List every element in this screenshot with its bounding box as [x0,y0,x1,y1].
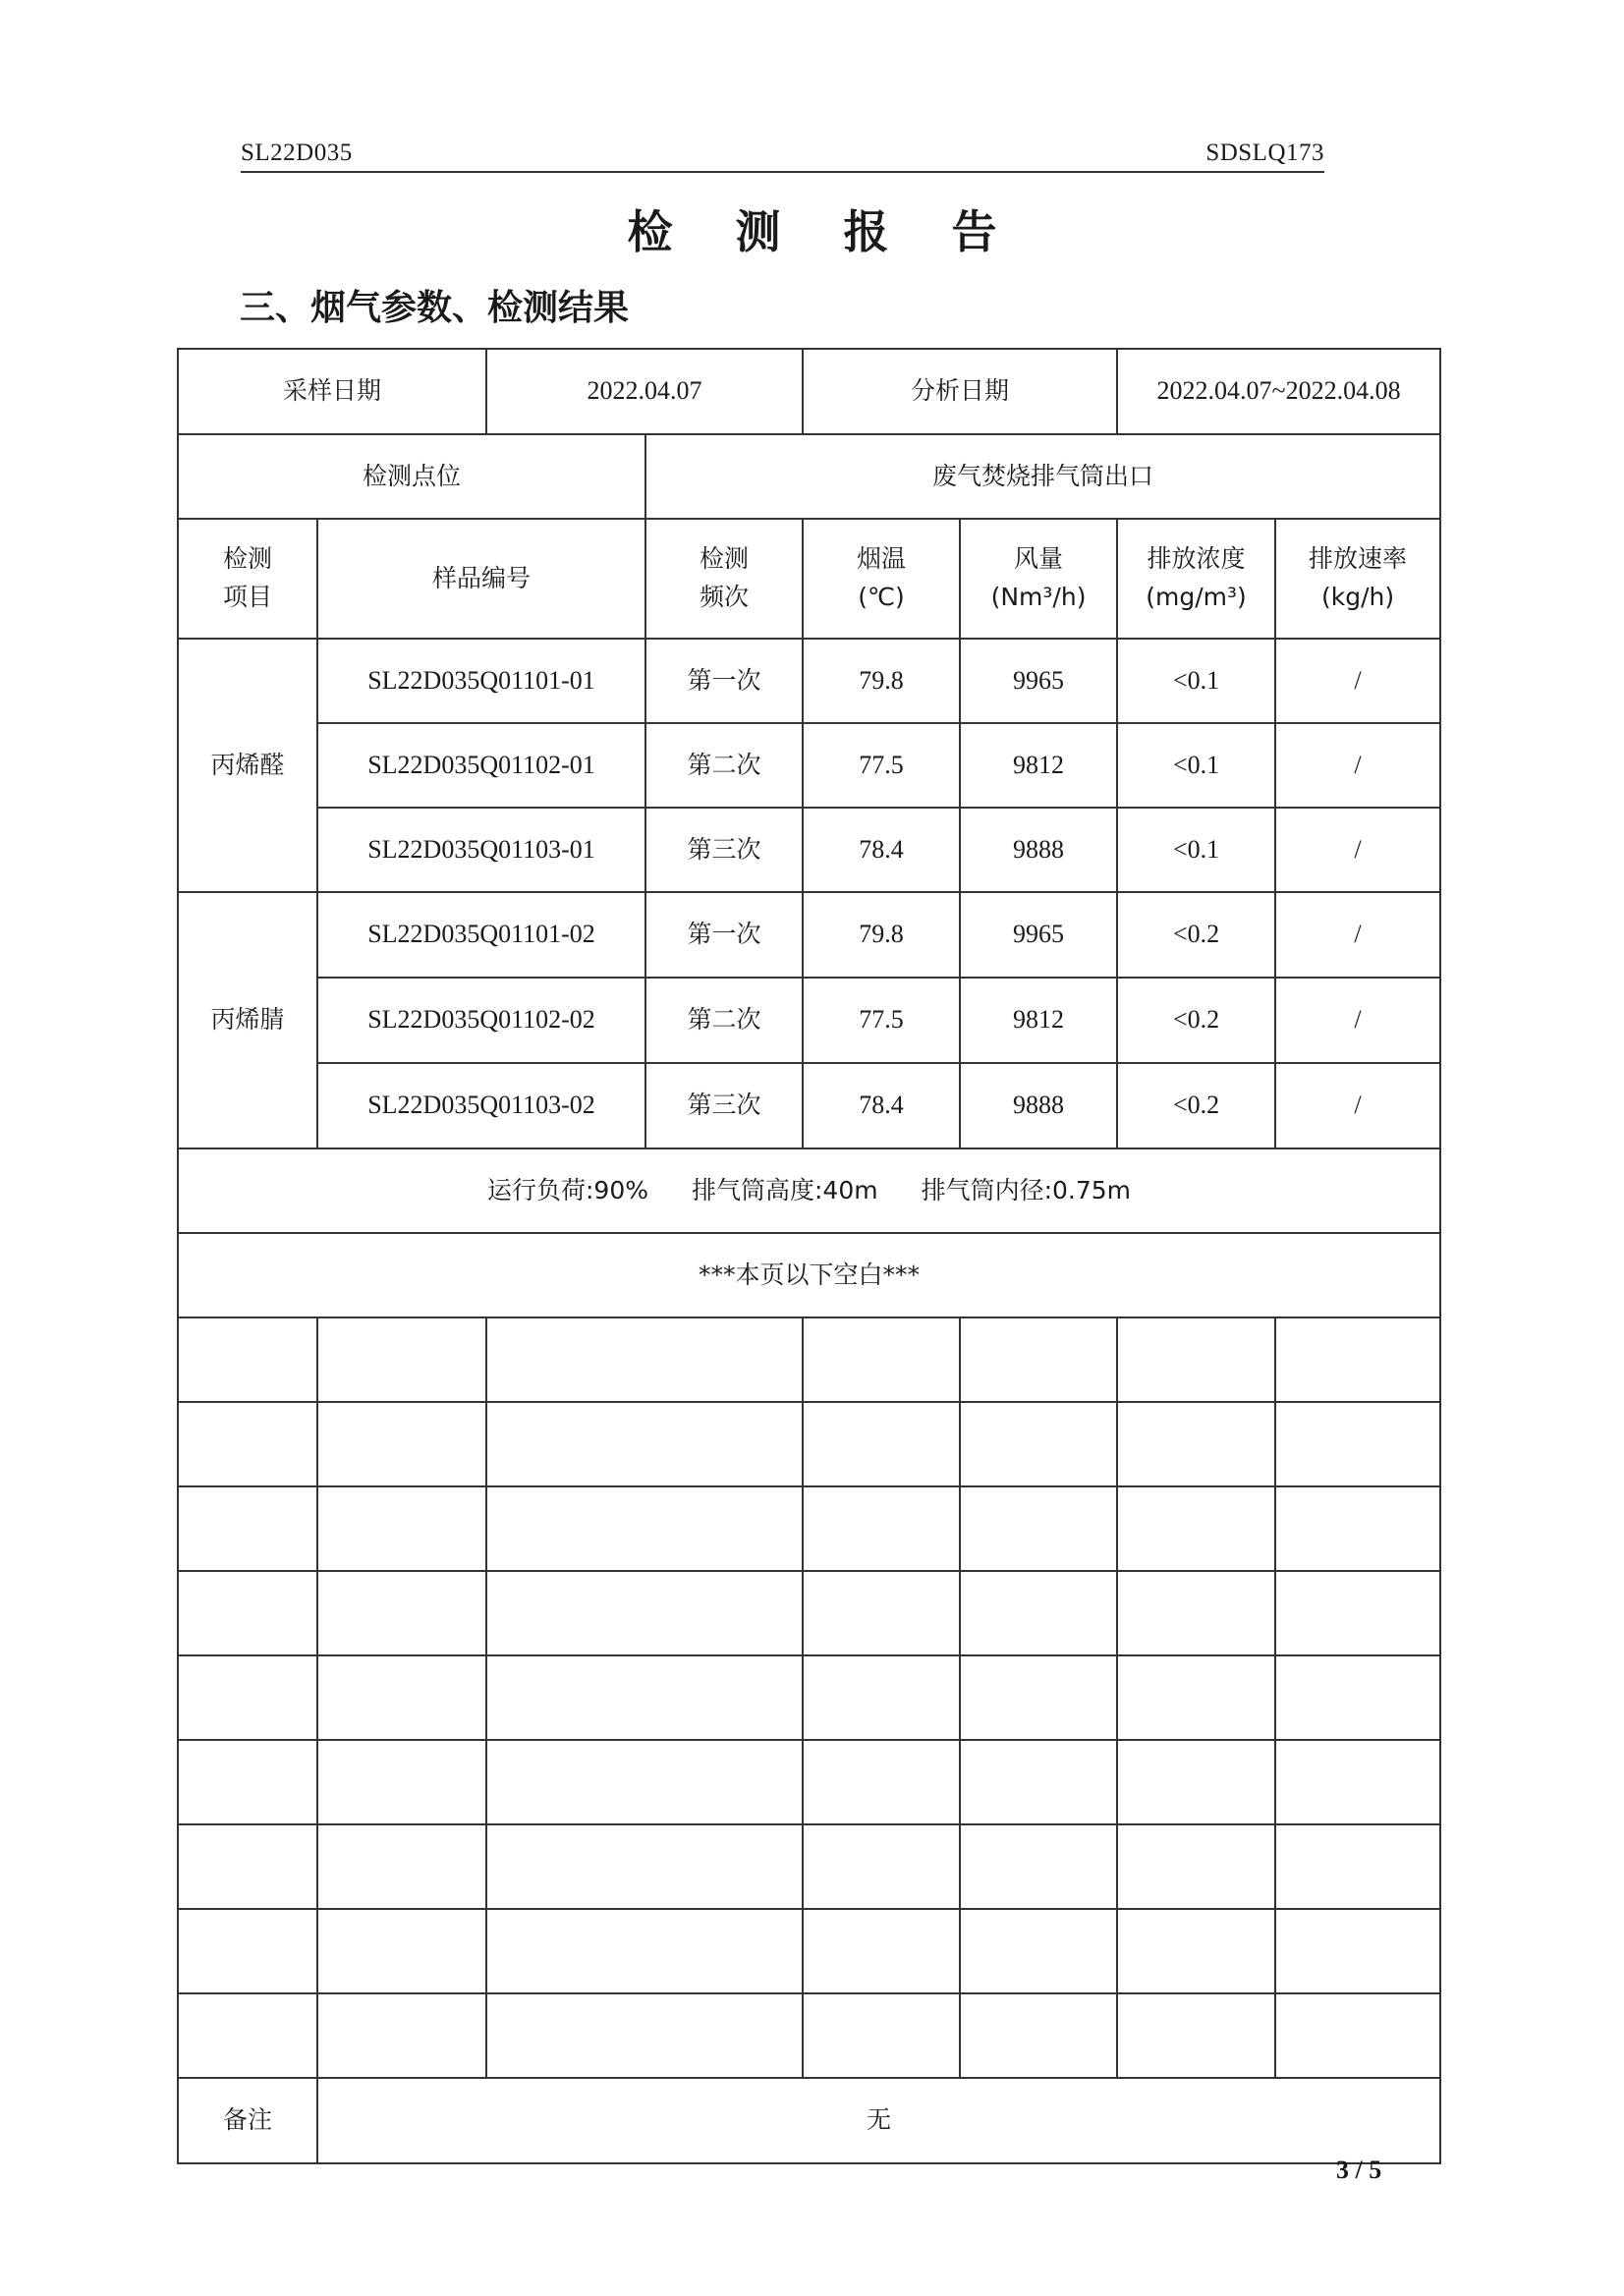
flow: 9812 [960,978,1117,1063]
sample-id: SL22D035Q01103-01 [317,808,645,892]
analysis-date-label: 分析日期 [803,349,1117,434]
table-row [178,808,1440,892]
frequency: 第二次 [645,723,803,808]
flow: 9888 [960,808,1117,892]
col-rate: 排放速率 (kg/h) [1275,519,1440,639]
remark-value: 无 [317,2078,1440,2163]
empty-row [178,1317,1440,1402]
point-row [178,434,1440,519]
point-label: 检测点位 [178,434,645,519]
document-code: SDSLQ173 [1205,140,1324,166]
flow: 9888 [960,1063,1117,1148]
remark-row [178,2078,1440,2163]
stack-diameter: 排气筒内径:0.75m [921,1175,1132,1204]
operating-conditions [178,1148,1440,1233]
rate: / [1275,639,1440,723]
flow: 9812 [960,723,1117,808]
page-title: 检 测 报 告 [627,205,1021,258]
concentration: <0.1 [1117,808,1275,892]
empty-row [178,1486,1440,1571]
blank-note: ***本页以下空白*** [178,1233,1440,1317]
table-row [178,892,1440,978]
col-frequency: 检测 频次 [645,519,803,639]
concentration: <0.2 [1117,892,1275,978]
section-title: 三、烟气参数、检测结果 [240,288,630,328]
concentration: <0.2 [1117,978,1275,1063]
empty-row [178,1909,1440,1993]
operating-load: 运行负荷:90% [487,1175,648,1204]
rate: / [1275,723,1440,808]
sample-id: SL22D035Q01101-01 [317,639,645,723]
temperature: 77.5 [803,978,960,1063]
blank-note-row [178,1233,1440,1317]
sample-id: SL22D035Q01102-01 [317,723,645,808]
col-sample: 样品编号 [317,519,645,639]
temperature: 78.4 [803,808,960,892]
col-flow: 风量 (Nm³/h) [960,519,1117,639]
rate: / [1275,892,1440,978]
table-row [178,723,1440,808]
header-rule [241,171,1324,173]
frequency: 第一次 [645,639,803,723]
sample-id: SL22D035Q01103-02 [317,1063,645,1148]
stack-height: 排气筒高度:40m [692,1175,878,1204]
temperature: 79.8 [803,639,960,723]
page-number: 3 / 5 [1336,2156,1382,2184]
analysis-date: 2022.04.07~2022.04.08 [1117,349,1440,434]
temperature: 77.5 [803,723,960,808]
empty-row [178,1740,1440,1824]
frequency: 第一次 [645,892,803,978]
column-header-row [178,519,1440,639]
table-row [178,978,1440,1063]
empty-row [178,1824,1440,1909]
temperature: 79.8 [803,892,960,978]
concentration: <0.1 [1117,639,1275,723]
frequency: 第三次 [645,1063,803,1148]
col-item: 检测 项目 [178,519,317,639]
rate: / [1275,1063,1440,1148]
flow: 9965 [960,639,1117,723]
empty-row [178,1655,1440,1740]
sample-id: SL22D035Q01102-02 [317,978,645,1063]
empty-row [178,1993,1440,2078]
temperature: 78.4 [803,1063,960,1148]
concentration: <0.2 [1117,1063,1275,1148]
col-temperature: 烟温 (℃) [803,519,960,639]
sample-id: SL22D035Q01101-02 [317,892,645,978]
empty-row [178,1571,1440,1655]
col-concentration: 排放浓度 (mg/m³) [1117,519,1275,639]
item-name: 丙烯腈 [178,892,317,1148]
table-row [178,1063,1440,1148]
remark-label: 备注 [178,2078,317,2163]
report-number: SL22D035 [241,140,353,166]
empty-row [178,1402,1440,1486]
flow: 9965 [960,892,1117,978]
sampling-date: 2022.04.07 [486,349,803,434]
rate: / [1275,808,1440,892]
point-value: 废气焚烧排气筒出口 [645,434,1440,519]
concentration: <0.1 [1117,723,1275,808]
date-row [178,349,1440,434]
rate: / [1275,978,1440,1063]
results-table [177,348,1441,2164]
operating-conditions-row [178,1148,1440,1233]
table-row [178,639,1440,723]
sampling-date-label: 采样日期 [178,349,486,434]
frequency: 第三次 [645,808,803,892]
item-name: 丙烯醛 [178,639,317,892]
frequency: 第二次 [645,978,803,1063]
